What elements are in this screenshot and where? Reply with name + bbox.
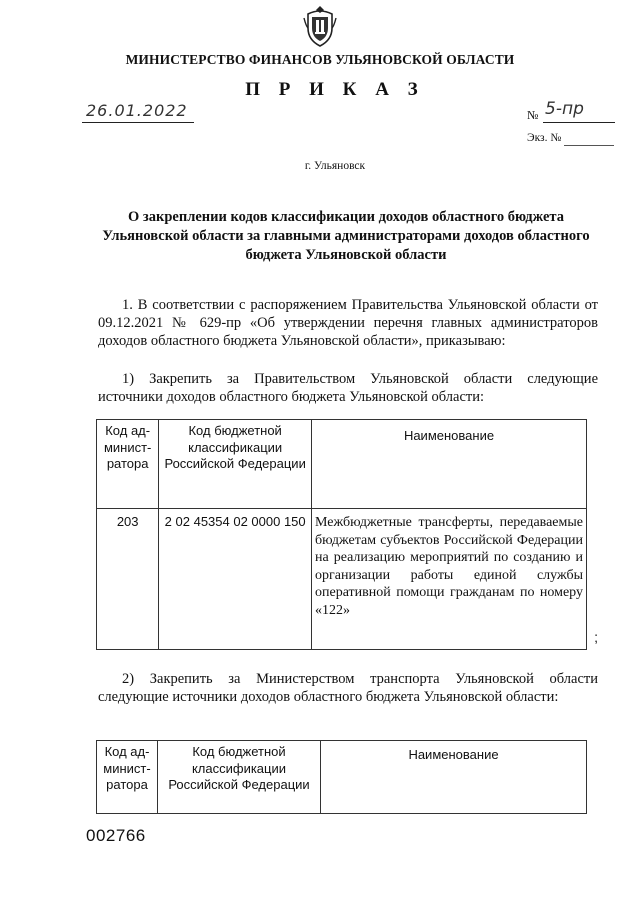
copy-number-label: Экз. № [527,132,562,144]
admin-code-cell: 203 [97,509,159,650]
document-type-heading: П Р И К А З [245,79,425,100]
header-name: Наименование [321,741,587,814]
order-number-label: № [527,108,539,122]
revenue-codes-table-1 [96,419,598,650]
item-2-text: 2) Закрепить за Министерством транспорта Ульяновской области следующие источники доходов областного бюджета Ульяновской области: [98,671,598,705]
header-name: Наименование [312,420,587,509]
kbk-cell: 2 02 45354 02 0000 150 [159,509,312,650]
header-kbk: Код бюджетной классификации Российской Федерации [158,741,321,814]
handwritten-date: 26.01.2022 [82,100,194,123]
header-admin-code: Код ад-миниcт-ратора [97,420,159,509]
copy-number-blank [564,144,614,146]
header-admin-code: Код ад-миниcт-ратора [97,741,158,814]
item-1-text: 1) Закрепить за Правительством Ульяновской области следующие источники доходов областного бюджета Ульяновской области: [98,371,598,405]
table-row [97,509,587,650]
ministry-name: МИНИСТЕРСТВО ФИНАНСОВ УЛЬЯНОВСКОЙ ОБЛАСТИ [125,52,515,67]
coat-of-arms-emblem [302,4,338,48]
document-serial-code: 002766 [86,826,146,845]
city-name: г. Ульяновск [304,160,366,172]
header-kbk: Код бюджетной классификации Российской Федерации [159,420,312,509]
name-cell [312,509,598,650]
table-header-row [97,741,587,814]
revenue-codes-table-2 [96,740,587,814]
paragraph-1: 1. В соответствии с распоряжением Правительства Ульяновской области от 09.12.2021 № 629-пр «Об утверждении перечня главных администраторов доходов областного бюджета Ульяновской области», приказываю: [98,297,598,349]
order-title: О закреплении кодов классификации доходов областного бюджета Ульяновской области за главными администраторами доходов областного бюджета Ульяновской области [102,209,590,263]
table-header-row [97,420,587,509]
row-terminator: ; [594,628,598,645]
handwritten-order-number: 5-пр [543,96,615,123]
name-cell-text: Межбюджетные трансферты, передаваемые бюджетам субъектов Российской Федерации на реализацию мероприятий по созданию и организации работы единой службы оперативной помощи гражданам по номеру «122» [315,515,583,618]
